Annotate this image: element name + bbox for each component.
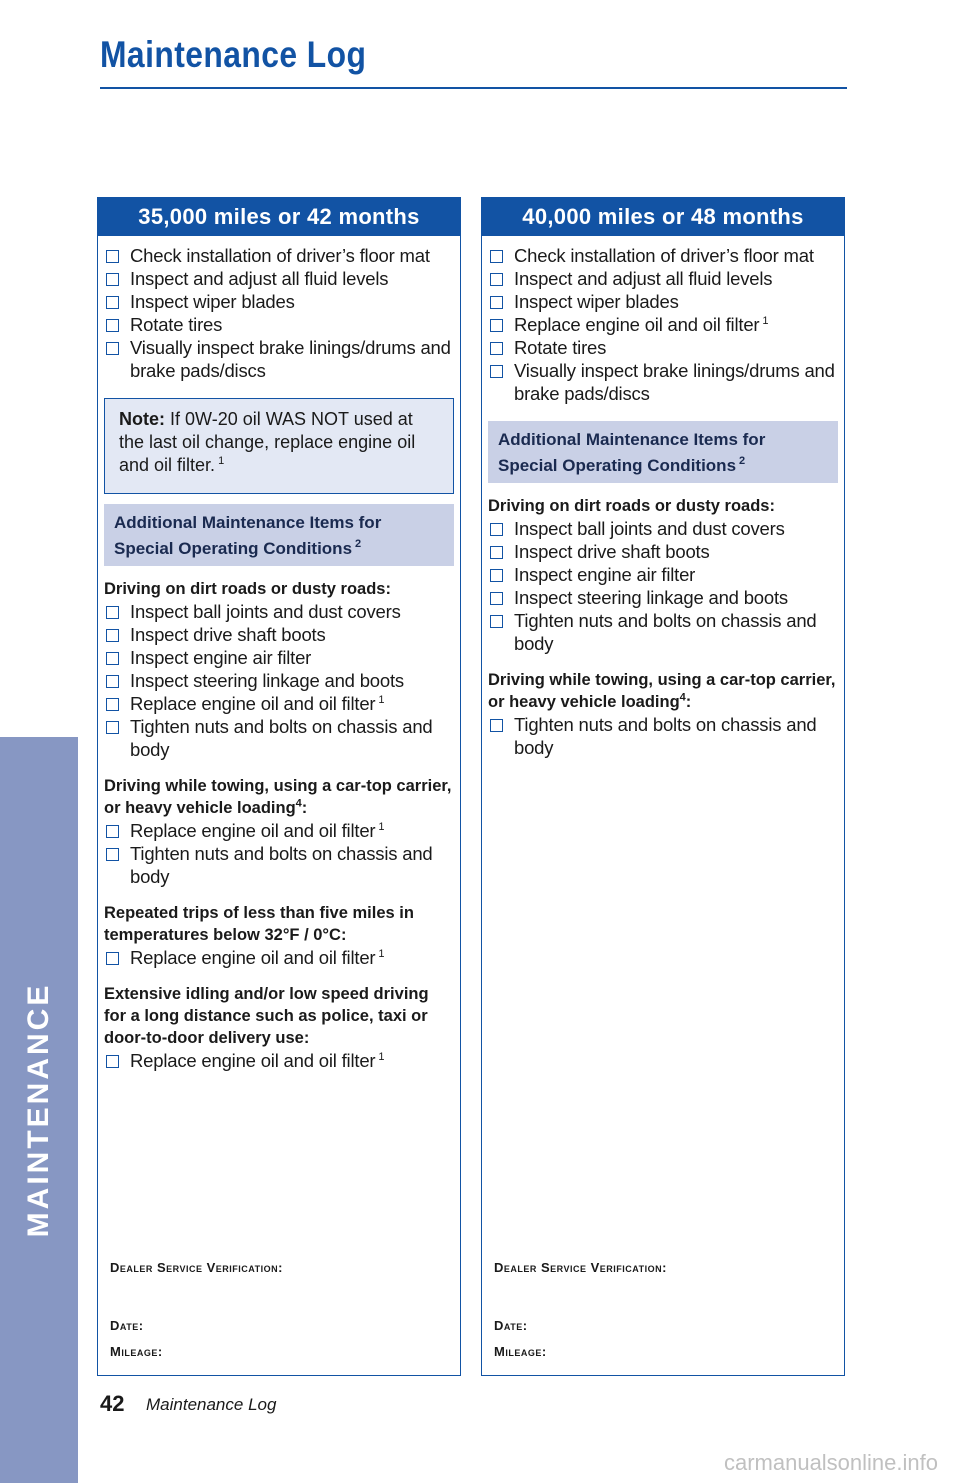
checklist-item-text: Inspect wiper blades: [130, 291, 295, 312]
checklist-item-text: Replace engine oil and oil filter: [130, 693, 376, 714]
checkbox-icon[interactable]: [490, 273, 503, 286]
footnote-marker: 1: [378, 947, 385, 960]
checklist-item-text: Check installation of driver’s floor mat: [514, 245, 814, 266]
checklist-item: [104, 336, 454, 382]
checklist-item: [104, 842, 454, 888]
checkbox-icon[interactable]: [490, 615, 503, 628]
condition-heading-text: Driving on dirt roads or dusty roads:: [104, 580, 391, 598]
footnote-marker: 4: [679, 691, 686, 704]
condition-heading: [104, 578, 454, 600]
checklist-item: [488, 290, 838, 313]
column-header: 35,000 miles or 42 months: [98, 198, 460, 236]
condition-heading: [488, 669, 838, 713]
checklist-item: [488, 336, 838, 359]
checkbox-icon[interactable]: [490, 546, 503, 559]
condition-heading-text: Driving on dirt roads or dusty roads:: [488, 497, 775, 515]
checklist-item: [104, 669, 454, 692]
checkbox-icon[interactable]: [106, 825, 119, 838]
checklist-item: [488, 313, 838, 336]
checklist-item: [104, 623, 454, 646]
checklist-item-text: Inspect drive shaft boots: [514, 541, 710, 562]
mileage-label: Mileage:: [494, 1344, 547, 1359]
checkbox-icon[interactable]: [490, 296, 503, 309]
checkbox-icon[interactable]: [106, 250, 119, 263]
checklist-item: [488, 540, 838, 563]
dealer-verification-label: Dealer Service Verification:: [110, 1260, 283, 1275]
note-label: Note:: [119, 409, 165, 429]
checkbox-icon[interactable]: [490, 250, 503, 263]
column-body: [98, 236, 460, 1072]
checklist-item-text: Inspect and adjust all fluid levels: [514, 268, 773, 289]
checklist-item: [104, 600, 454, 623]
checklist-item-text: Inspect wiper blades: [514, 291, 679, 312]
checklist-item-text: Tighten nuts and bolts on chassis and body: [130, 716, 433, 760]
checklist-item-text: Inspect steering linkage and boots: [130, 670, 404, 691]
additional-footnote: 2: [739, 455, 746, 468]
condition-heading: [104, 902, 454, 946]
checkbox-icon[interactable]: [106, 273, 119, 286]
dealer-verification-label: Dealer Service Verification:: [494, 1260, 667, 1275]
additional-footnote: 2: [355, 538, 362, 551]
condition-heading-text: Driving while towing, using a car-top carrier, or heavy vehicle loading: [104, 777, 452, 817]
checklist-item-text: Replace engine oil and oil filter: [130, 1050, 376, 1071]
date-label: Date:: [494, 1318, 528, 1333]
condition-heading: [104, 775, 454, 819]
checklist: [104, 244, 454, 382]
checkbox-icon[interactable]: [106, 848, 119, 861]
additional-items-banner: [104, 504, 454, 566]
condition-heading-suffix: :: [685, 693, 692, 711]
condition-heading: [104, 983, 454, 1049]
condition-heading-text: Extensive idling and/or low speed driving for a long distance such as police, taxi or door-to-door delivery use:: [104, 985, 429, 1047]
condition-heading-text: Repeated trips of less than five miles in temperatures below 32°F / 0°C:: [104, 904, 414, 944]
checkbox-icon[interactable]: [106, 675, 119, 688]
condition-heading: [488, 495, 838, 517]
date-label: Date:: [110, 1318, 144, 1333]
checkbox-icon[interactable]: [490, 592, 503, 605]
checklist-item-text: Visually inspect brake linings/drums and brake pads/discs: [130, 337, 451, 381]
footnote-marker: 1: [378, 693, 385, 706]
checklist-item: [104, 646, 454, 669]
footnote-marker: 1: [378, 1050, 385, 1063]
note-box: [104, 398, 454, 494]
checklist-item-text: Inspect steering linkage and boots: [514, 587, 788, 608]
checklist: [488, 244, 838, 405]
checkbox-icon[interactable]: [106, 606, 119, 619]
checklist-item: [488, 244, 838, 267]
checklist-item: [104, 1049, 454, 1072]
checklist-item-text: Replace engine oil and oil filter: [514, 314, 760, 335]
checklist-item-text: Inspect drive shaft boots: [130, 624, 326, 645]
watermark-text: carmanualsonline.info: [723, 1450, 938, 1475]
checklist-item-text: Inspect ball joints and dust covers: [130, 601, 401, 622]
checkbox-icon[interactable]: [490, 569, 503, 582]
footnote-marker: 1: [762, 314, 769, 327]
maintenance-column-35k: [97, 197, 461, 1376]
condition-sections: [488, 495, 838, 759]
mileage-label: Mileage:: [110, 1344, 163, 1359]
checkbox-icon[interactable]: [106, 296, 119, 309]
checkbox-icon[interactable]: [106, 629, 119, 642]
checklist-item: [488, 267, 838, 290]
checklist-item: [488, 517, 838, 540]
checkbox-icon[interactable]: [106, 698, 119, 711]
checklist-item: [104, 313, 454, 336]
column-header: 40,000 miles or 48 months: [482, 198, 844, 236]
additional-items-banner: [488, 421, 838, 483]
checklist-item: [104, 819, 454, 842]
page-number: 42: [100, 1391, 125, 1416]
checklist-item-text: Rotate tires: [130, 314, 223, 335]
checklist-item-text: Inspect engine air filter: [130, 647, 312, 668]
checkbox-icon[interactable]: [106, 721, 119, 734]
checklist-item-text: Tighten nuts and bolts on chassis and body: [514, 714, 817, 758]
additional-items-text: Additional Maintenance Items for Special Operating Conditions: [498, 430, 766, 475]
checkbox-icon[interactable]: [106, 342, 119, 355]
side-tab-label: MAINTENANCE: [22, 982, 55, 1238]
checklist-item-text: Inspect and adjust all fluid levels: [130, 268, 389, 289]
checkbox-icon[interactable]: [490, 365, 503, 378]
checklist-item-text: Replace engine oil and oil filter: [130, 947, 376, 968]
checklist-item: [104, 267, 454, 290]
checkbox-icon[interactable]: [490, 319, 503, 332]
column-body: [482, 236, 844, 759]
checklist-item-text: Inspect engine air filter: [514, 564, 696, 585]
checkbox-icon[interactable]: [106, 952, 119, 965]
condition-heading-suffix: :: [301, 799, 308, 817]
title-divider: [100, 87, 847, 89]
footer-section-name: Maintenance Log: [146, 1395, 277, 1414]
note-footnote: 1: [218, 455, 225, 467]
checklist-item: [488, 609, 838, 655]
checklist-item: [104, 692, 454, 715]
maintenance-column-40k: [481, 197, 845, 1376]
checklist-item: [104, 290, 454, 313]
page-title: Maintenance Log: [100, 34, 367, 75]
checkbox-icon[interactable]: [490, 342, 503, 355]
checklist-item-text: Visually inspect brake linings/drums and brake pads/discs: [514, 360, 835, 404]
checklist-item: [488, 586, 838, 609]
checkbox-icon[interactable]: [106, 1055, 119, 1068]
note-text: If 0W-20 oil WAS NOT used at the last oil change, replace engine oil and oil filter.: [119, 409, 416, 475]
checklist-item: [104, 715, 454, 761]
checklist-item-text: Tighten nuts and bolts on chassis and body: [514, 610, 817, 654]
checkbox-icon[interactable]: [490, 523, 503, 536]
checklist-item-text: Rotate tires: [514, 337, 607, 358]
checklist-item-text: Inspect ball joints and dust covers: [514, 518, 785, 539]
checkbox-icon[interactable]: [106, 319, 119, 332]
footnote-marker: 4: [295, 797, 302, 810]
checklist-item: [488, 359, 838, 405]
checklist-item: [104, 244, 454, 267]
checklist-item: [104, 946, 454, 969]
checklist-item-text: Tighten nuts and bolts on chassis and body: [130, 843, 433, 887]
checkbox-icon[interactable]: [106, 652, 119, 665]
checklist-item: [488, 713, 838, 759]
additional-items-text: Additional Maintenance Items for Special Operating Conditions: [114, 513, 382, 558]
checklist-item: [488, 563, 838, 586]
checklist-item-text: Replace engine oil and oil filter: [130, 820, 376, 841]
checkbox-icon[interactable]: [490, 719, 503, 732]
condition-sections: [104, 578, 454, 1072]
condition-heading-text: Driving while towing, using a car-top carrier, or heavy vehicle loading: [488, 671, 836, 711]
footnote-marker: 1: [378, 820, 385, 833]
checklist-item-text: Check installation of driver’s floor mat: [130, 245, 430, 266]
